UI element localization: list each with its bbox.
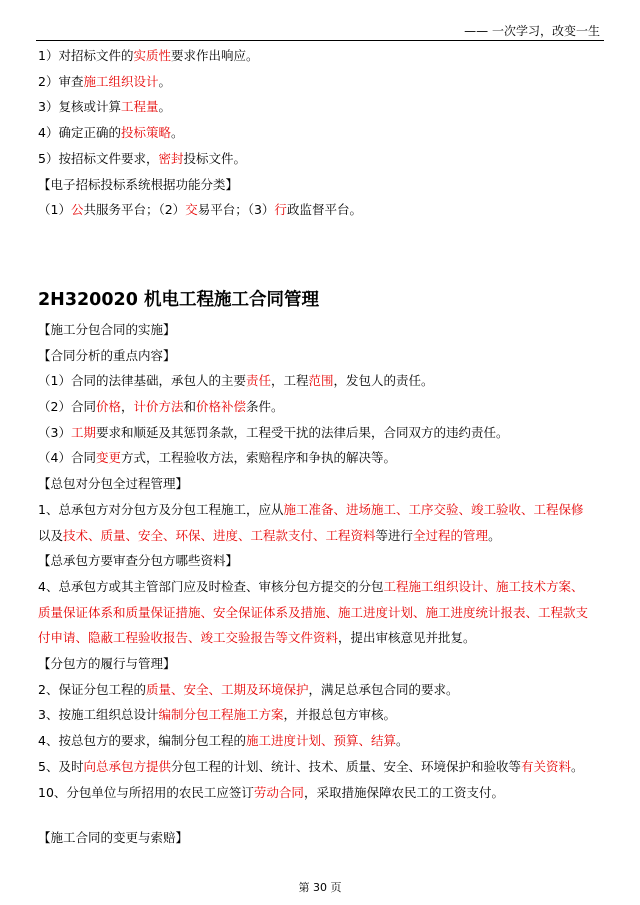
- highlight-text: 价格补偿: [196, 399, 247, 415]
- body-text: 。: [395, 733, 409, 749]
- text-line: [38, 146, 608, 172]
- body-text: 要求和顺延及其惩罚条款，工程受干扰的法律后果，合同双方的违约责任。: [95, 424, 509, 440]
- body-text: 。: [571, 758, 584, 774]
- text-line: [38, 677, 608, 703]
- body-text: 条件。: [246, 399, 284, 415]
- highlight-text: 密封: [158, 150, 184, 166]
- body-text: 。: [488, 527, 501, 543]
- highlight-text: 质量、安全、工期及环境保护: [145, 681, 309, 697]
- body-text: ，: [120, 399, 134, 415]
- body-text: ，发包人的责任。: [333, 373, 434, 389]
- contract-change-section: [38, 825, 608, 851]
- text-line: [38, 574, 608, 600]
- body-text: 政监督平台。: [286, 202, 362, 218]
- highlight-text: 公: [70, 202, 84, 218]
- highlight-text: 编制分包工程施工方案: [158, 707, 284, 723]
- body-text: 和: [183, 399, 197, 415]
- highlight-text: 工程施工组织设计、施工技术方案、: [383, 578, 584, 594]
- highlight-text: 施工准备、进场施工、工序交验、竣工验收、工程保修: [283, 501, 584, 517]
- body-text: 分包工程的计划、统计、技术、质量、安全、环境保护和验收等: [170, 758, 521, 774]
- body-text: 5）按招标文件要求，: [38, 150, 159, 166]
- text-line: [38, 445, 608, 471]
- text-line: [38, 172, 608, 198]
- body-text: 1、总承包方对分包方及分包工程施工，应从: [38, 501, 284, 517]
- text-line: [38, 600, 608, 626]
- body-text: 【分包方的履行与管理】: [38, 656, 176, 672]
- body-text: 4、总承包方或其主管部门应及时检查、审核分包方提交的分包: [38, 578, 384, 594]
- text-line: [38, 825, 608, 851]
- body-text: ，采取措施保障农民工的工资支付。: [303, 784, 504, 800]
- text-line: [38, 43, 608, 69]
- body-text: 10、分包单位与所招用的农民工应签订: [38, 784, 254, 800]
- text-line: [38, 69, 608, 95]
- highlight-text: 计价方法: [133, 399, 184, 415]
- body-text: ，工程: [270, 373, 309, 389]
- highlight-text: 施工组织设计: [83, 73, 159, 89]
- body-text: 方式，工程验收方法，索赔程序和争执的解决等。: [120, 450, 396, 466]
- highlight-text: 工程量: [120, 99, 159, 115]
- text-line: [38, 625, 608, 651]
- body-text: 4、按总包方的要求，编制分包工程的: [38, 733, 246, 749]
- highlight-text: 变更: [95, 450, 121, 466]
- body-text: 2）审查: [38, 73, 84, 89]
- body-text: 【总承包方要审查分包方哪些资料】: [38, 553, 239, 569]
- contract-management-section: [38, 317, 608, 805]
- highlight-text: 质量保证体系和质量保证措施、安全保证体系及措施、施工进度计划、施工进度统计报表、工程款支: [38, 604, 589, 620]
- highlight-text: 责任: [245, 373, 271, 389]
- text-line: [38, 394, 608, 420]
- text-line: [38, 343, 608, 369]
- body-text: （1）合同的法律基础，承包人的主要: [38, 373, 246, 389]
- body-text: ，并报总包方审核。: [283, 707, 396, 723]
- body-text: 2、保证分包工程的: [38, 681, 146, 697]
- highlight-text: 工期: [70, 424, 96, 440]
- highlight-text: 向总承包方提供: [83, 758, 171, 774]
- body-text: 。: [158, 99, 171, 115]
- body-text: 1）对招标文件的: [38, 48, 134, 63]
- body-text: 以及: [38, 527, 64, 543]
- bid-response-section: [38, 43, 608, 223]
- body-text: 易平台；（3）: [197, 202, 275, 218]
- text-line: [38, 94, 608, 120]
- body-text: 共服务平台；（2）: [83, 202, 186, 218]
- text-line: [38, 471, 608, 497]
- body-text: （2）合同: [38, 399, 96, 415]
- highlight-text: 有关资料: [520, 758, 571, 774]
- text-line: [38, 702, 608, 728]
- text-line: [38, 368, 608, 394]
- body-text: 【总包对分包全过程管理】: [38, 476, 189, 492]
- body-text: 5、及时: [38, 758, 84, 774]
- body-text: 3、按施工组织总设计: [38, 707, 159, 723]
- header-slogan: —— 一次学习，改变一生: [464, 24, 600, 38]
- highlight-text: 全过程的管理: [413, 527, 489, 543]
- body-text: 要求作出响应。: [170, 48, 259, 63]
- body-text: 【合同分析的重点内容】: [38, 347, 176, 363]
- document-body: [38, 43, 608, 851]
- body-text: （4）合同: [38, 450, 96, 466]
- text-line: [38, 548, 608, 574]
- body-text: 【电子招标投标系统根据功能分类】: [38, 176, 239, 192]
- highlight-text: 价格: [95, 399, 121, 415]
- text-line: [38, 780, 608, 806]
- highlight-text: 范围: [308, 373, 334, 389]
- body-text: 3）复核或计算: [38, 99, 121, 115]
- body-text: 等进行: [375, 527, 414, 543]
- highlight-text: 技术、质量、安全、环保、进度、工程款支付、工程资料: [63, 527, 376, 543]
- text-line: [38, 120, 608, 146]
- body-text: 4）确定正确的: [38, 125, 121, 141]
- page-footer: 第 30 页: [298, 881, 342, 894]
- highlight-text: 交: [185, 202, 198, 218]
- body-text: 。: [158, 73, 171, 89]
- section-gap: [38, 805, 608, 825]
- text-line: [38, 728, 608, 754]
- text-line: [38, 754, 608, 780]
- text-line: [38, 317, 608, 343]
- text-line: [38, 523, 608, 549]
- highlight-text: 行: [274, 202, 287, 218]
- highlight-text: 投标策略: [120, 125, 171, 141]
- text-line: [38, 197, 608, 223]
- body-text: 投标文件。: [183, 150, 246, 166]
- highlight-text: 付申请、隐蔽工程验收报告、竣工交验报告等文件资料: [38, 630, 339, 646]
- section-heading: 2H320020 机电工程施工合同管理: [38, 289, 319, 310]
- body-text: （3）: [38, 424, 71, 440]
- page-header: [36, 0, 604, 41]
- text-line: [38, 420, 608, 446]
- highlight-text: 施工进度计划、预算、结算: [245, 733, 396, 749]
- body-text: 【施工合同的变更与索赔】: [38, 830, 189, 846]
- text-line: [38, 497, 608, 523]
- body-text: 。: [170, 125, 184, 141]
- highlight-text: 实质性: [133, 48, 171, 63]
- body-text: ，提出审核意见并批复。: [338, 630, 476, 646]
- body-text: 【施工分包合同的实施】: [38, 321, 176, 337]
- highlight-text: 劳动合同: [253, 784, 304, 800]
- text-line: [38, 651, 608, 677]
- body-text: （1）: [38, 202, 71, 218]
- body-text: ，满足总承包合同的要求。: [308, 681, 459, 697]
